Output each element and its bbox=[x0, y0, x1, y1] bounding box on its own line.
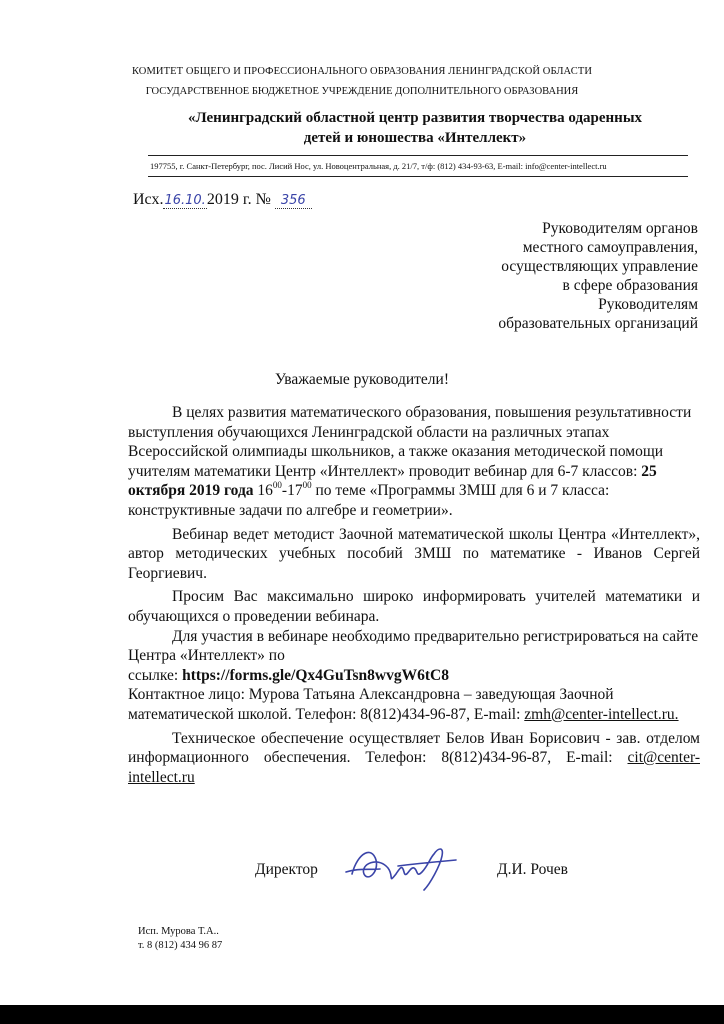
recipients-block bbox=[498, 219, 698, 333]
webinar-time-end: -17 bbox=[281, 482, 303, 500]
webinar-time-start-minutes: 00 bbox=[272, 480, 282, 491]
link-label: ссылке: bbox=[128, 666, 183, 684]
letter-body bbox=[128, 403, 700, 787]
reference-year: 2019 г. № bbox=[206, 191, 271, 208]
header-divider-top bbox=[148, 155, 688, 156]
recipient-line: осуществляющих управление bbox=[501, 258, 698, 275]
recipient-line: местного самоуправления, bbox=[522, 239, 698, 256]
tech-support-email-link[interactable]: cit@center-intellect.ru bbox=[128, 749, 700, 786]
signature-title: Директор bbox=[255, 861, 318, 878]
header-divider-bottom bbox=[148, 176, 688, 177]
scan-bottom-edge bbox=[0, 1005, 724, 1024]
webinar-topic-text: по теме «Программы ЗМШ для 6 и 7 класса: конструктивные задачи по алгебре и геометрии». bbox=[128, 482, 610, 519]
registration-link[interactable]: https://forms.gle/Qx4GuTsn8wvgW6tC8 bbox=[182, 666, 449, 684]
executor-info bbox=[138, 925, 222, 953]
paragraph-registration: Для участия в вебинаре необходимо предварительно регистрироваться на сайте Центра «Интеллект» по bbox=[128, 627, 699, 665]
director-signature-icon bbox=[338, 838, 468, 896]
webinar-intro-text: В целях развития математического образования, повышения результативности выступления обучающихся Ленинградской области на различных этапах Всероссийской олимпиады школьников, а также оказания методической помощи учителям математики Центр «Интеллект» проводит вебинар для 6-7 классов: bbox=[128, 404, 692, 480]
organization-name bbox=[140, 108, 690, 148]
organization-name-line1: «Ленинградский областной центр развития творчества одаренных bbox=[187, 110, 643, 126]
executor-name: Исп. Мурова Т.А.. bbox=[138, 926, 219, 937]
signature-name: Д.И. Рочев bbox=[497, 861, 568, 878]
outgoing-reference bbox=[133, 191, 312, 209]
institution-header: ГОСУДАРСТВЕННОЕ БЮДЖЕТНОЕ УЧРЕЖДЕНИЕ ДОПОЛНИТЕЛЬНОГО ОБРАЗОВАНИЯ bbox=[145, 86, 579, 97]
organization-name-line2: детей и юношества «Интеллект» bbox=[303, 130, 527, 146]
recipient-line: в сфере образования bbox=[562, 277, 698, 294]
recipient-line: Руководителям органов bbox=[542, 220, 698, 237]
webinar-time-end-minutes: 00 bbox=[302, 480, 312, 491]
registration-link-line bbox=[128, 666, 700, 686]
organization-address: 197755, г. Санкт-Петербург, пос. Лисий Нос, ул. Новоцентральная, д. 21/7, т/ф: (812) 434-93-63, E-mail: info@center-intellect.ru bbox=[150, 161, 607, 171]
paragraph-presenter: Вебинар ведет методист Заочной математической школы Центра «Интеллект», автор методических учебных пособий ЗМШ по математике - Иванов Сергей Георгиевич. bbox=[128, 525, 700, 582]
executor-phone: т. 8 (812) 434 96 87 bbox=[138, 940, 223, 951]
paragraph-webinar bbox=[128, 403, 700, 521]
webinar-time-start: 16 bbox=[253, 482, 273, 500]
paragraph-request: Просим Вас максимально широко информировать учителей математики и обучающихся о проведении вебинара. bbox=[128, 588, 700, 625]
webinar-date: 25 октября 2019 года bbox=[128, 462, 657, 500]
paragraph-contact bbox=[128, 685, 700, 724]
paragraph-tech-support bbox=[128, 729, 700, 788]
tech-support-text: Техническое обеспечение осуществляет Белов Иван Борисович - зав. отделом информационного обеспечения. Телефон: 8(812)434-96-87, E-mail: bbox=[128, 729, 700, 767]
reference-number-handwritten: 356 bbox=[275, 193, 312, 209]
recipient-line: образовательных организаций bbox=[498, 315, 698, 332]
reference-date-handwritten: 16.10. bbox=[164, 193, 206, 208]
recipient-line: Руководителям bbox=[598, 296, 698, 313]
contact-email-link[interactable]: zmh@center-intellect.ru. bbox=[524, 705, 679, 723]
reference-prefix: Исх. bbox=[133, 191, 164, 208]
greeting: Уважаемые руководители! bbox=[275, 371, 449, 388]
committee-header: КОМИТЕТ ОБЩЕГО И ПРОФЕССИОНАЛЬНОГО ОБРАЗОВАНИЯ ЛЕНИНГРАДСКОЙ ОБЛАСТИ bbox=[131, 66, 593, 77]
contact-text: Контактное лицо: Мурова Татьяна Александровна – заведующая Заочной математической школой. Телефон: 8(812)434-96-87, E-mail: bbox=[128, 686, 614, 723]
